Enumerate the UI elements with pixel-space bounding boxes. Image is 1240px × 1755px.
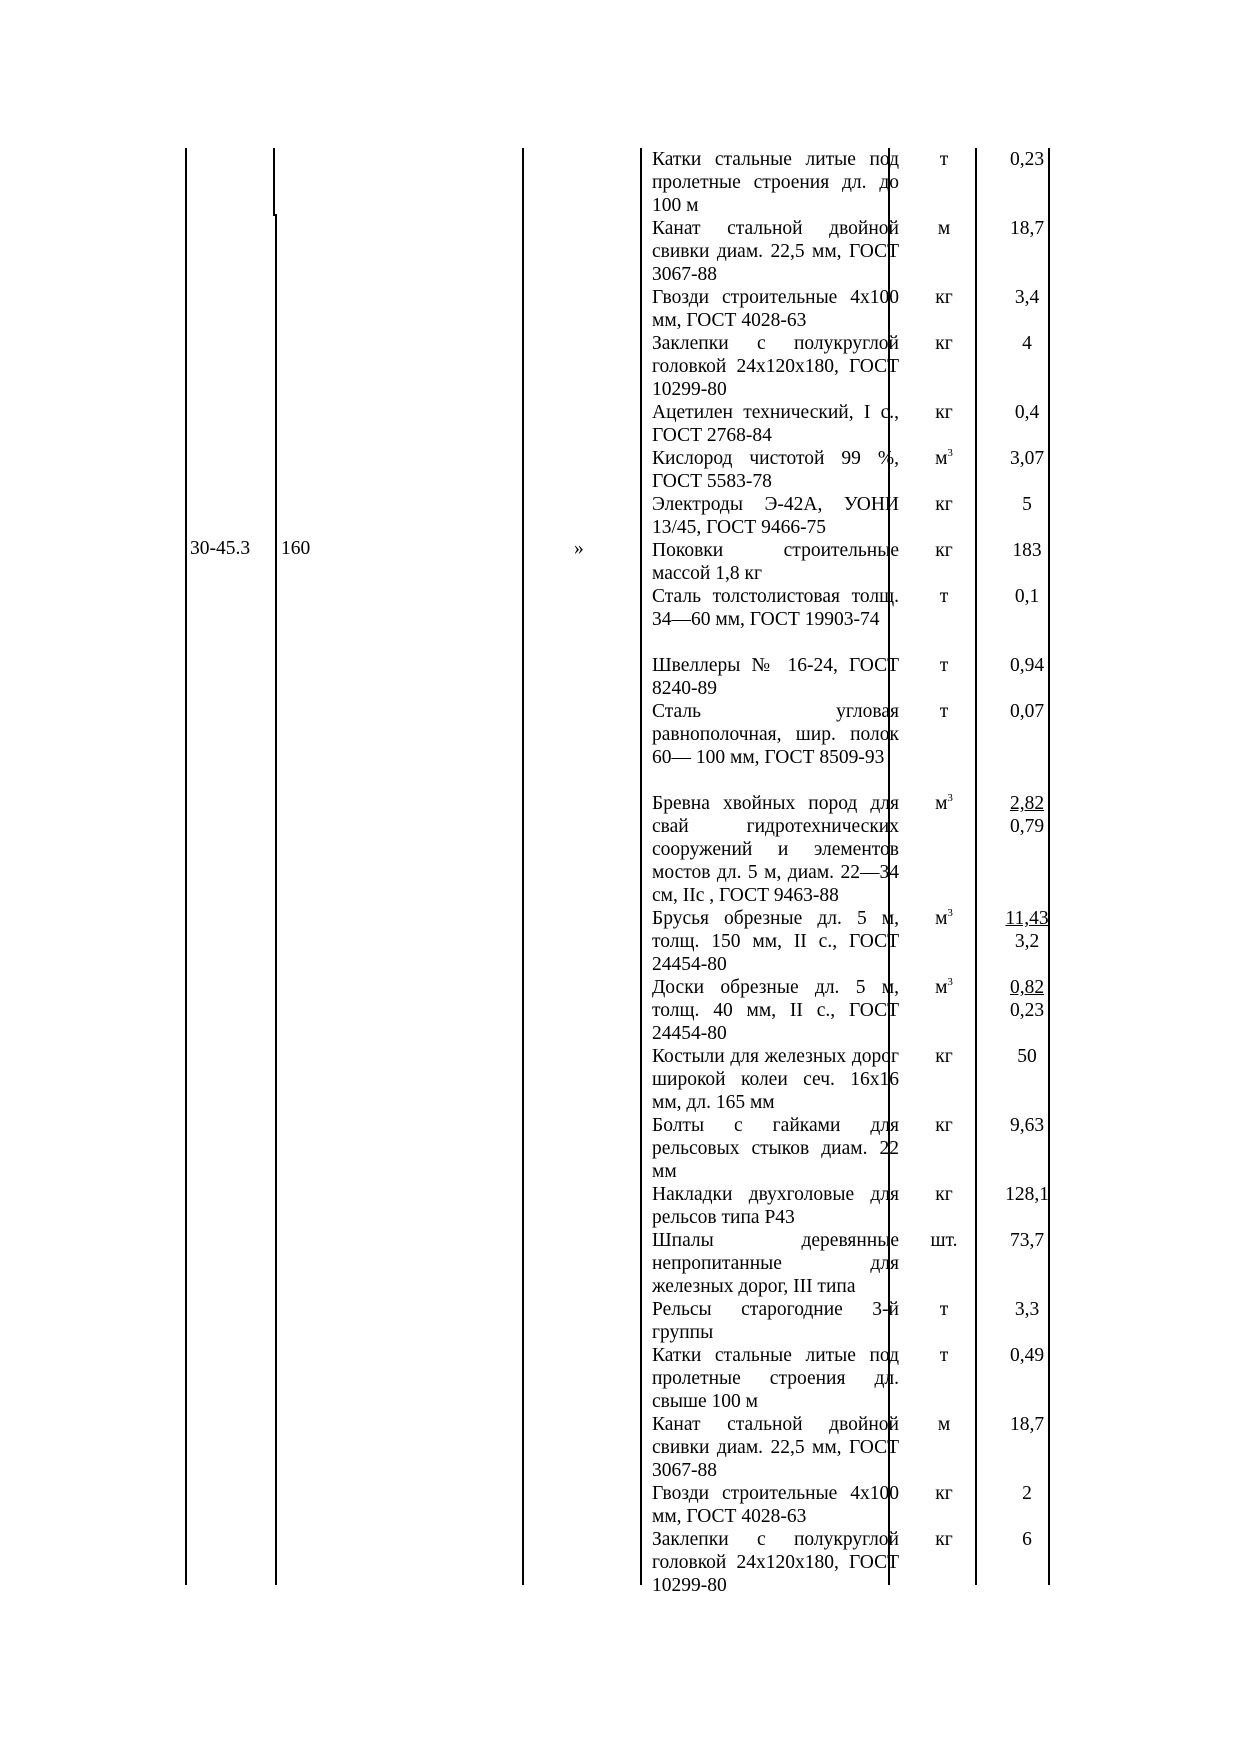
material-unit (903, 792, 985, 815)
material-unit (903, 1229, 985, 1252)
material-unit (903, 217, 985, 240)
material-quantity (989, 907, 1065, 953)
material-quantity (989, 148, 1065, 171)
table-border-right (1048, 148, 1050, 1585)
unit-text: т (939, 1299, 949, 1320)
material-unit (903, 1344, 985, 1367)
unit-text: кг (935, 287, 953, 308)
quantity-value: 2 (1022, 1483, 1032, 1504)
unit-text: шт. (930, 1230, 958, 1251)
unit-superscript: 3 (947, 792, 953, 804)
material-name: Костыли для железных дорог широкой колеи сеч. 16x16 мм, дл. 165 мм (652, 1046, 899, 1113)
material-quantity (989, 1413, 1065, 1436)
unit-superscript: 3 (947, 976, 953, 988)
material-name: Шпалы деревянные непропитанные для железных дорог, III типа (652, 1230, 899, 1297)
material-unit (903, 654, 985, 677)
unit-text: кг (935, 1115, 953, 1136)
quantity-value: 9,63 (1009, 1115, 1045, 1136)
material-name: Гвозди строительные 4x100 мм, ГОСТ 4028-63 (652, 287, 899, 331)
material-unit (903, 907, 985, 930)
material-quantity (989, 1045, 1065, 1068)
quantity-value: 0,49 (1009, 1345, 1045, 1366)
quantity-value: 183 (1012, 540, 1042, 561)
material-name: Брусья обрезные дл. 5 м, толщ. 150 мм, II с., ГОСТ 24454-80 (652, 908, 899, 975)
material-quantity (989, 286, 1065, 309)
material-quantity (989, 1229, 1065, 1252)
quantity-value: 0,4 (1014, 402, 1040, 423)
quantity-secondary-value: 3,2 (1014, 931, 1040, 952)
material-unit (903, 700, 985, 723)
unit-text: кг (935, 1184, 953, 1205)
material-unit (903, 148, 985, 171)
material-quantity (989, 539, 1065, 562)
material-unit (903, 1298, 985, 1321)
material-unit (903, 585, 985, 608)
quantity-value: 0,1 (1014, 586, 1040, 607)
material-unit (903, 539, 985, 562)
material-unit (903, 1482, 985, 1505)
quantity-value: 3,07 (1009, 448, 1045, 469)
material-quantity (989, 447, 1065, 470)
material-name: Кислород чистотой 99 %, ГОСТ 5583-78 (652, 448, 899, 492)
quantity-value: 0,94 (1009, 655, 1045, 676)
material-unit (903, 401, 985, 424)
table-divider-col1 (275, 214, 277, 1585)
material-quantity (989, 1482, 1065, 1505)
material-quantity (989, 493, 1065, 516)
quantity-value: 6 (1022, 1529, 1032, 1550)
material-unit (903, 1045, 985, 1068)
table-divider-col1-top (273, 148, 275, 216)
quantity-value: 3,3 (1014, 1299, 1040, 1320)
quantity-value: 73,7 (1009, 1230, 1045, 1251)
material-quantity (989, 1344, 1065, 1367)
material-name: Заклепки с полукруглой головкой 24x120x180, ГОСТ 10299-80 (652, 1529, 899, 1596)
material-quantity (989, 700, 1065, 723)
quantity-value: 0,07 (1009, 701, 1045, 722)
material-quantity (989, 217, 1065, 240)
quantity-value: 128,1 (1005, 1184, 1049, 1205)
material-name: Поковки строительные массой 1,8 кг (652, 540, 899, 584)
material-name: Болты с гайками для рельсовых стыков диам. 22 мм (652, 1115, 899, 1182)
unit-text: м (935, 977, 948, 998)
material-name: Катки стальные литые под пролетные строения дл. до 100 м (652, 149, 899, 216)
material-name: Катки стальные литые под пролетные строения дл. свыше 100 м (652, 1345, 899, 1412)
material-quantity (989, 401, 1065, 424)
norm-value: 160 (281, 538, 311, 559)
table-divider-col5 (975, 148, 977, 1585)
quantity-value: 18,7 (1009, 218, 1045, 239)
quantity-secondary-value: 0,79 (1009, 816, 1045, 837)
quantity-value: 4 (1022, 333, 1032, 354)
material-unit (903, 493, 985, 516)
material-unit (903, 447, 985, 470)
unit-superscript: 3 (947, 907, 953, 919)
unit-text: м (935, 908, 948, 929)
quantity-value: 3,4 (1014, 287, 1040, 308)
material-name: Бревна хвойных пород для свай гидротехнических сооружений и элементов мостов дл. 5 м, диам. 22—34 см, IIc , ГОСТ 9463-88 (652, 793, 899, 906)
unit-text: кг (935, 540, 953, 561)
unit-text: кг (935, 1483, 953, 1504)
unit-text: м (935, 448, 948, 469)
material-unit (903, 1528, 985, 1551)
material-unit (903, 1413, 985, 1436)
material-quantity (989, 976, 1065, 1022)
material-name: Электроды Э-42А, УОНИ 13/45, ГОСТ 9466-75 (652, 494, 899, 538)
material-name: Доски обрезные дл. 5 м, толщ. 40 мм, II с., ГОСТ 24454-80 (652, 977, 899, 1044)
material-name: Накладки двухголовые для рельсов типа Р43 (652, 1184, 899, 1228)
material-unit (903, 286, 985, 309)
quantity-value: 5 (1022, 494, 1032, 515)
table-border-left (185, 148, 187, 1585)
material-quantity (989, 1298, 1065, 1321)
material-name: Швеллеры № 16-24, ГОСТ 8240-89 (652, 655, 899, 699)
quantity-value: 11,43 (1005, 908, 1049, 929)
material-quantity (989, 585, 1065, 608)
quantity-value: 0,23 (1009, 149, 1045, 170)
material-unit (903, 976, 985, 999)
unit-text: кг (935, 1529, 953, 1550)
quantity-value: 50 (1017, 1046, 1037, 1067)
material-name: Ацетилен технический, I с., ГОСТ 2768-84 (652, 402, 899, 446)
material-quantity (989, 1114, 1065, 1137)
quantity-value: 18,7 (1009, 1414, 1045, 1435)
unit-text: м (935, 793, 948, 814)
quantity-value: 2,82 (1009, 793, 1045, 814)
quantity-secondary-value: 0,23 (1009, 1000, 1045, 1021)
material-quantity (989, 1183, 1065, 1206)
material-quantity (989, 654, 1065, 677)
material-unit (903, 1114, 985, 1137)
unit-text: кг (935, 402, 953, 423)
table-divider-col2 (522, 148, 524, 1585)
unit-text: т (939, 655, 949, 676)
material-unit (903, 1183, 985, 1206)
unit-text: кг (935, 1046, 953, 1067)
material-name: Канат стальной двойной свивки диам. 22,5 мм, ГОСТ 3067-88 (652, 1414, 899, 1481)
material-name: Рельсы старогодние 3-й группы (652, 1299, 899, 1343)
material-quantity (989, 792, 1065, 838)
unit-text: м (937, 1414, 951, 1435)
table-divider-col3 (640, 148, 642, 1585)
unit-text: кг (935, 333, 953, 354)
unit-superscript: 3 (947, 447, 953, 459)
quantity-value: 0,82 (1009, 977, 1045, 998)
unit-text: кг (935, 494, 953, 515)
material-unit (903, 332, 985, 355)
material-name: Заклепки с полукруглой головкой 24x120x180, ГОСТ 10299-80 (652, 333, 899, 400)
material-name: Сталь угловая равнополочная, шир. полок 60— 100 мм, ГОСТ 8509-93 (652, 701, 899, 768)
unit-text: т (939, 701, 949, 722)
ditto-mark: » (574, 538, 584, 559)
material-name: Сталь толстолистовая толщ. 34—60 мм, ГОСТ 19903-74 (652, 586, 899, 630)
material-name: Канат стальной двойной свивки диам. 22,5 мм, ГОСТ 3067-88 (652, 218, 899, 285)
material-quantity (989, 332, 1065, 355)
norm-code: 30-45.3 (190, 538, 251, 559)
unit-text: т (939, 149, 949, 170)
unit-text: м (937, 218, 951, 239)
unit-text: т (939, 586, 949, 607)
unit-text: т (939, 1345, 949, 1366)
material-quantity (989, 1528, 1065, 1551)
material-name: Гвозди строительные 4x100 мм, ГОСТ 4028-63 (652, 1483, 899, 1527)
